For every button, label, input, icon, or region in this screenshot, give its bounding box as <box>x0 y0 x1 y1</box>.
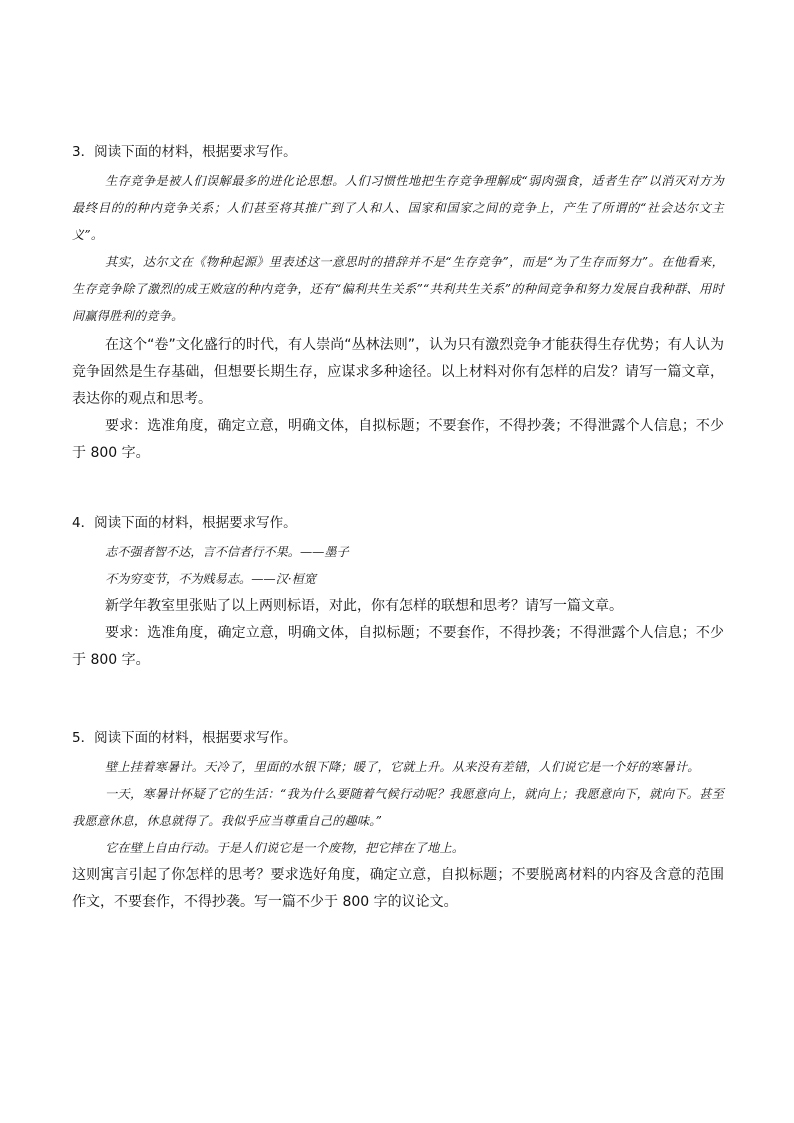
question-4-prompt: 新学年教室里张贴了以上两则标语，对此，你有怎样的联想和思考？请写一篇文章。 <box>105 598 623 614</box>
question-4-quote-2: 不为穷变节，不为贱易志。——汉·桓宽 <box>105 572 317 586</box>
question-5-heading: 5．阅读下面的材料，根据要求写作。 <box>72 730 297 746</box>
question-3-material-paragraph-1: 生存竞争是被人们误解最多的进化论思想。人们习惯性地把生存竞争理解成“弱肉强食，适者生存”以消灭对方为最终目的的种内竞争关系；人们甚至将其推广到了人和人、国家和国家之间的竞争上，产生了所谓的“社会达尔文主义”。 <box>72 174 724 242</box>
question-4 <box>72 513 724 674</box>
question-5-material-paragraph-2: 一天，寒暑计怀疑了它的生活：“我为什么要随着气候行动呢？我愿意向上，就向上；我愿意向下，就向下。甚至我愿意休息，休息就得了。我似乎应当尊重自己的趣味。” <box>72 787 724 828</box>
question-3-prompt: 在这个“卷”文化盛行的时代，有人崇尚“丛林法则”，认为只有激烈竞争才能获得生存优势；有人认为竞争固然是生存基础，但想要长期生存，应谋求多种途径。以上材料对你有怎样的启发？请写一篇文章，表达你的观点和思考。 <box>72 337 724 407</box>
question-4-requirement: 要求：选准角度，确定立意，明确文体，自拟标题；不要套作，不得抄袭；不得泄露个人信息；不少于 800 字。 <box>72 625 724 668</box>
question-3-requirement: 要求：选准角度，确定立意，明确文体，自拟标题；不要套作，不得抄袭；不得泄露个人信息；不少于 800 字。 <box>72 418 724 461</box>
question-3-heading: 3．阅读下面的材料，根据要求写作。 <box>72 144 297 160</box>
question-3-material-paragraph-2: 其实，达尔文在《物种起源》里表述这一意思时的措辞并不是“生存竞争”，而是“为了生存而努力”。在他看来，生存竞争除了激烈的成王败寇的种内竞争，还有“偏利共生关系”“共利共生关系”的种间竞争和努力发展自我种群、用时间赢得胜利的竞争。 <box>72 255 724 323</box>
question-5-prompt: 这则寓言引起了你怎样的思考？要求选好角度，确定立意，自拟标题；不要脱离材料的内容及含意的范围作文，不要套作，不得抄袭。写一篇不少于 800 字的议论文。 <box>72 867 724 910</box>
question-4-quote-1: 志不强者智不达，言不信者行不果。——墨子 <box>105 545 349 559</box>
question-5-material-paragraph-1: 壁上挂着寒暑计。天冷了，里面的水银下降；暖了，它就上升。从来没有差错，人们说它是一个好的寒暑计。 <box>105 760 700 774</box>
question-5-material-paragraph-3: 它在壁上自由行动。于是人们说它是一个废物，把它摔在了地上。 <box>105 841 465 855</box>
question-4-heading: 4．阅读下面的材料，根据要求写作。 <box>72 515 297 531</box>
question-3 <box>72 142 724 467</box>
question-5 <box>72 728 724 916</box>
